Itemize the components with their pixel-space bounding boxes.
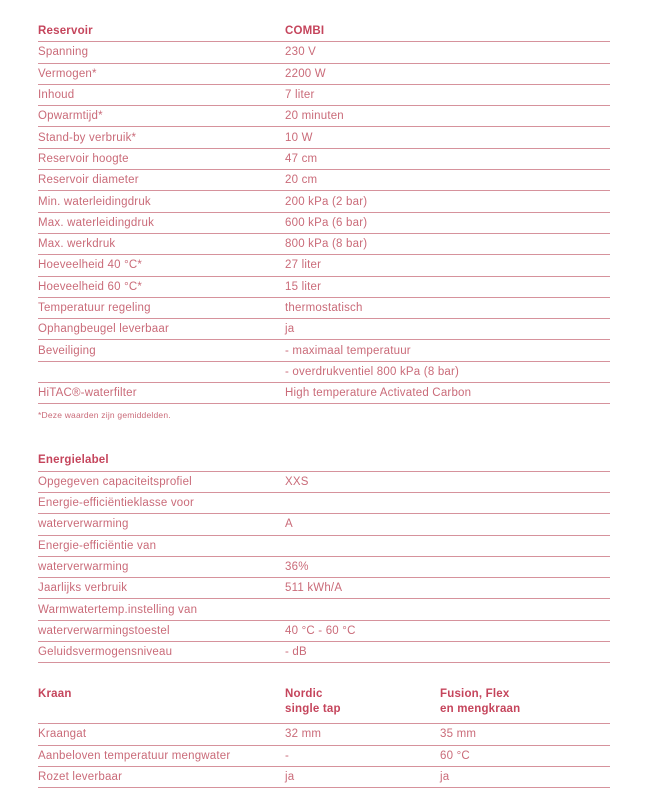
table-row [38,106,610,127]
row-value: 200 kPa (2 bar) [285,195,368,208]
row-value: 27 liter [285,259,322,272]
column-header-line: single tap [285,702,341,715]
table-row [38,340,610,361]
row-label: Energie-efficiëntie van [38,539,157,552]
row-label: waterverwarming [38,560,129,573]
row-label: Spanning [38,46,89,59]
row-label: Opwarmtijd* [38,110,103,123]
table-row [38,642,610,663]
table-row [38,213,610,234]
row-value-fusion: 60 °C [440,749,470,762]
table-footnote: *Deze waarden zijn gemiddelden. [38,410,171,421]
row-label: waterverwarming [38,518,129,531]
table-row [38,578,610,599]
row-label: Aanbeloven temperatuur mengwater [38,749,231,762]
row-value-nordic: 32 mm [285,728,322,741]
table-row [38,746,610,767]
table-row [38,64,610,85]
row-value: 2200 W [285,67,326,80]
row-label: Max. waterleidingdruk [38,216,155,229]
row-label: Energie-efficiëntieklasse voor [38,497,195,510]
row-label: Reservoir hoogte [38,152,129,165]
row-value-fusion: ja [440,771,450,784]
row-label: Geluidsvermogensniveau [38,646,173,659]
row-value: 20 cm [285,174,318,187]
table-row [38,514,610,535]
reservoir-table-header [38,21,610,42]
row-value-nordic: - [285,749,290,762]
row-label: Inhoud [38,89,75,102]
row-value: 511 kWh/A [285,582,343,595]
row-value: - maximaal temperatuur [285,344,411,357]
row-value: - overdrukventiel 800 kPa (8 bar) [285,365,460,378]
row-label: Ophangbeugel leverbaar [38,323,169,336]
row-label: Stand-by verbruik* [38,131,137,144]
row-value: 15 liter [285,280,322,293]
table-row [38,149,610,170]
table-row [38,234,610,255]
column-header-line: Fusion, Flex [440,688,510,701]
row-value: 36% [285,560,309,573]
row-value: ja [285,323,295,336]
row-value: 230 V [285,46,317,59]
row-label: Warmwatertemp.instelling van [38,603,198,616]
reservoir-table [38,21,610,420]
row-label: Reservoir diameter [38,174,139,187]
row-label: Hoeveelheid 60 °C* [38,280,143,293]
table-row [38,383,610,404]
column-header-combi: COMBI [285,25,325,38]
row-value: 800 kPa (8 bar) [285,238,368,251]
row-value: XXS [285,475,309,488]
table-row [38,472,610,493]
column-header-line: en mengkraan [440,702,521,715]
row-value-fusion: 35 mm [440,728,477,741]
row-label: Hoeveelheid 40 °C* [38,259,143,272]
table-row [38,277,610,298]
row-label: Min. waterleidingdruk [38,195,151,208]
kraan-table [38,687,610,788]
table-row [38,298,610,319]
row-label: Beveiliging [38,344,96,357]
row-value: - dB [285,646,307,659]
table-row [38,493,610,514]
row-value-nordic: ja [285,771,295,784]
table-row [38,621,610,642]
row-value: A [285,518,293,531]
column-header-line: Nordic [285,688,323,701]
section-title-energielabel: Energielabel [38,454,109,467]
row-value: 20 minuten [285,110,344,123]
table-row [38,255,610,276]
row-label: Jaarlijks verbruik [38,582,128,595]
table-row [38,767,610,788]
row-label: Kraangat [38,728,87,741]
table-row [38,536,610,557]
energielabel-table-header [38,450,610,471]
table-row [38,191,610,212]
table-row [38,319,610,340]
row-value: thermostatisch [285,302,363,314]
row-value: 40 °C - 60 °C [285,624,356,637]
row-value: High temperature Activated Carbon [285,387,472,400]
row-value: 10 W [285,131,313,144]
energielabel-table [38,450,610,663]
row-label: Rozet leverbaar [38,771,123,784]
row-value: 47 cm [285,152,318,165]
row-label: Max. werkdruk [38,238,116,251]
section-title-reservoir: Reservoir [38,25,93,38]
table-row [38,599,610,620]
column-header-nordic [285,687,440,716]
row-label: Opgegeven capaciteitsprofiel [38,475,192,488]
column-header-fusion-flex [440,687,610,716]
row-label: Temperatuur regeling [38,302,151,314]
table-row [38,170,610,191]
table-row [38,42,610,63]
table-row [38,557,610,578]
table-row [38,127,610,148]
table-row [38,362,610,383]
section-title-kraan: Kraan [38,688,72,701]
kraan-table-header [38,687,610,724]
table-row [38,85,610,106]
row-value: 7 liter [285,89,315,102]
row-value: 600 kPa (6 bar) [285,216,368,229]
row-label: waterverwarmingstoestel [38,624,170,637]
table-row [38,724,610,745]
row-label: Vermogen* [38,67,97,80]
row-label: HiTAC®-waterfilter [38,387,137,400]
